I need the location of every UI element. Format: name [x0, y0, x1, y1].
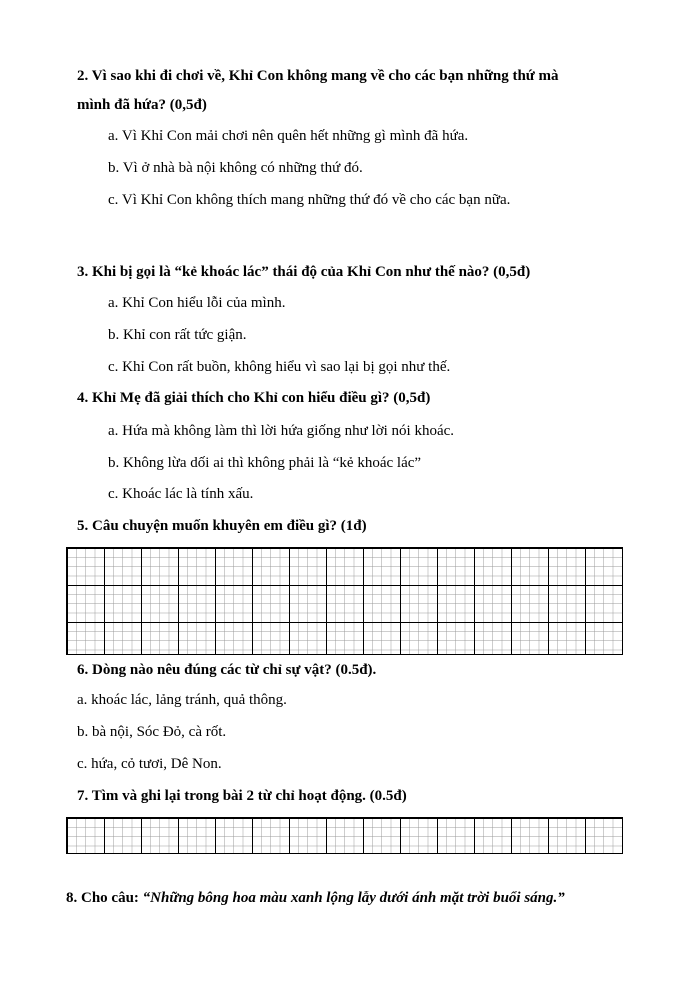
q4-option-a: a. Hứa mà không làm thì lời hứa giống như lời nói khoác.	[108, 423, 455, 439]
q8-prefix: 8. Cho câu:	[66, 890, 143, 906]
q6-title: 6. Dòng nào nêu đúng các từ chỉ sự vật? (0.5đ).	[77, 662, 377, 678]
q3-option-b: b. Khỉ con rất tức giận.	[108, 327, 247, 343]
q4-option-c: c. Khoác lác là tính xấu.	[108, 486, 254, 502]
q6-option-b: b. bà nội, Sóc Đỏ, cà rốt.	[77, 724, 227, 740]
q5-answer-grid[interactable]	[66, 547, 623, 655]
q7-answer-grid[interactable]	[66, 817, 623, 854]
q2-option-c: c. Vì Khỉ Con không thích mang những thứ đó về cho các bạn nữa.	[108, 192, 511, 208]
q5-title: 5. Câu chuyện muốn khuyên em điều gì? (1đ)	[77, 518, 367, 534]
q3-title: 3. Khi bị gọi là “kẻ khoác lác” thái độ của Khỉ Con như thế nào? (0,5đ)	[77, 264, 531, 280]
q8-title	[66, 888, 565, 908]
q6-option-a: a. khoác lác, lảng tránh, quả thông.	[77, 692, 287, 708]
q4-title: 4. Khỉ Mẹ đã giải thích cho Khỉ con hiểu điều gì? (0,5đ)	[77, 390, 431, 406]
q2-title-line1: 2. Vì sao khi đi chơi về, Khỉ Con không mang về cho các bạn những thứ mà	[77, 68, 559, 84]
q8-sentence: “Những bông hoa màu xanh lộng lẫy dưới ánh mặt trời buổi sáng.”	[142, 890, 565, 906]
q4-option-b: b. Không lừa dối ai thì không phải là “kẻ khoác lác”	[108, 455, 422, 471]
q3-option-c: c. Khỉ Con rất buồn, không hiểu vì sao lại bị gọi như thế.	[108, 359, 451, 375]
q7-title: 7. Tìm và ghi lại trong bài 2 từ chỉ hoạt động. (0.5đ)	[77, 788, 407, 804]
q2-option-b: b. Vì ở nhà bà nội không có những thứ đó.	[108, 160, 363, 176]
q6-option-c: c. hứa, cỏ tươi, Dê Non.	[77, 756, 222, 772]
q2-title-line2: mình đã hứa? (0,5đ)	[77, 97, 207, 113]
q3-option-a: a. Khỉ Con hiểu lỗi của mình.	[108, 295, 286, 311]
q2-option-a: a. Vì Khỉ Con mải chơi nên quên hết những gì mình đã hứa.	[108, 128, 469, 144]
